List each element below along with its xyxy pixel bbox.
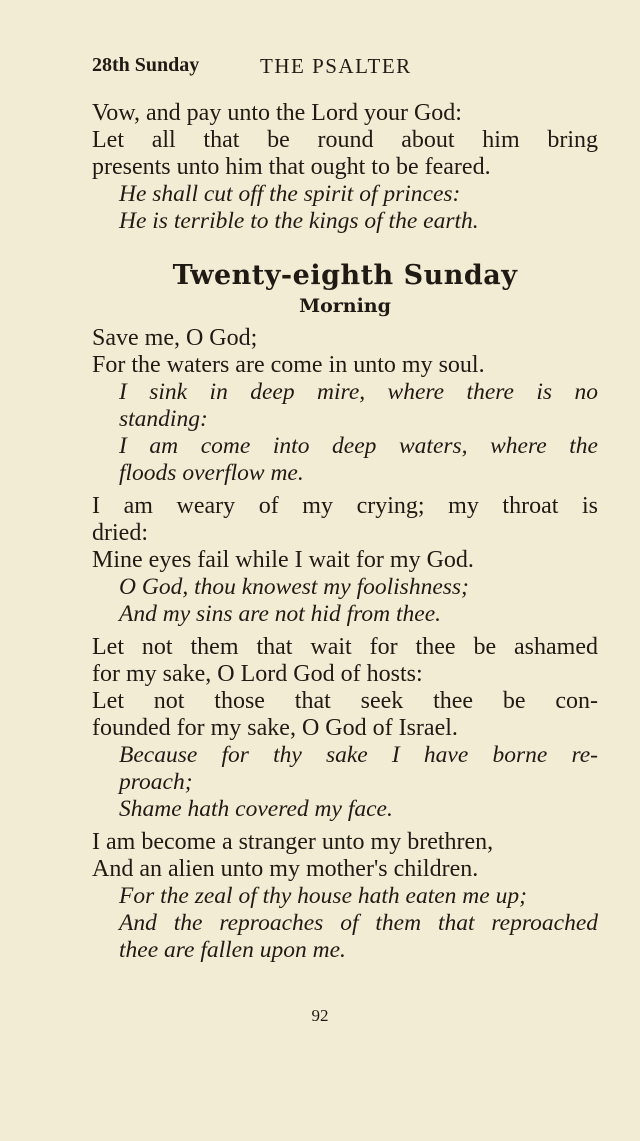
section-heading: Twenty-eighth Sunday [172, 260, 518, 291]
verse-line: I am weary of my crying; my throat is [92, 493, 598, 519]
response-verse [92, 181, 598, 235]
verse [92, 325, 598, 379]
verse-line: dried: [92, 520, 148, 546]
verse-line: And an alien unto my mother's children. [92, 856, 479, 882]
verse-line: Mine eyes fail while I wait for my God. [92, 547, 474, 573]
response-verse [92, 574, 598, 628]
opening-verses [92, 100, 598, 235]
running-header [92, 54, 602, 84]
verse-line: I am become a stranger unto my brethren, [92, 829, 494, 855]
verse [92, 493, 598, 574]
page-number: 92 [311, 1006, 329, 1025]
response-verse [92, 379, 598, 487]
verse-line: floods overflow me. [119, 460, 304, 486]
verse-line: founded for my sake, O God of Israel. [92, 715, 458, 741]
verse-line: And the reproaches of them that reproached [119, 910, 598, 936]
verse-line: I am come into deep waters, where the [119, 433, 598, 459]
header-sunday-label: 28th Sunday [92, 54, 200, 76]
verse-line: For the waters are come in unto my soul. [92, 352, 485, 378]
verse-line: He shall cut off the spirit of princes: [119, 181, 461, 207]
verse-line: standing: [119, 406, 208, 432]
morning-verses [92, 325, 598, 964]
header-title: THE PSALTER [260, 54, 412, 78]
verse-line: thee are fallen upon me. [119, 937, 346, 963]
verse [92, 829, 598, 883]
response-verse [92, 883, 598, 964]
response-verse [92, 742, 598, 823]
verse-line: And my sins are not hid from thee. [119, 601, 442, 627]
verse [92, 100, 598, 181]
verse-line: He is terrible to the kings of the earth. [119, 208, 479, 234]
verse-line: Save me, O God; [92, 325, 258, 351]
section-subheading: Morning [299, 295, 391, 317]
verse-line: For the zeal of thy house hath eaten me up; [119, 883, 527, 909]
verse-line: Vow, and pay unto the Lord your God: [92, 100, 462, 126]
verse-line: Because for thy sake I have borne re- [119, 742, 598, 768]
psalm-text [92, 100, 598, 964]
verse-line: presents unto him that ought to be feared. [92, 154, 491, 180]
verse [92, 634, 598, 742]
verse-line: I sink in deep mire, where there is no [119, 379, 598, 405]
verse-line: proach; [119, 769, 193, 795]
verse-line: Let not them that wait for thee be ashamed [92, 634, 598, 660]
verse-line: O God, thou knowest my foolishness; [119, 574, 469, 600]
verse-line: for my sake, O Lord God of hosts: [92, 661, 423, 687]
verse-line: Shame hath covered my face. [119, 796, 393, 822]
verse-line: Let all that be round about him bring [92, 127, 598, 153]
verse-line: Let not those that seek thee be con- [92, 688, 598, 714]
